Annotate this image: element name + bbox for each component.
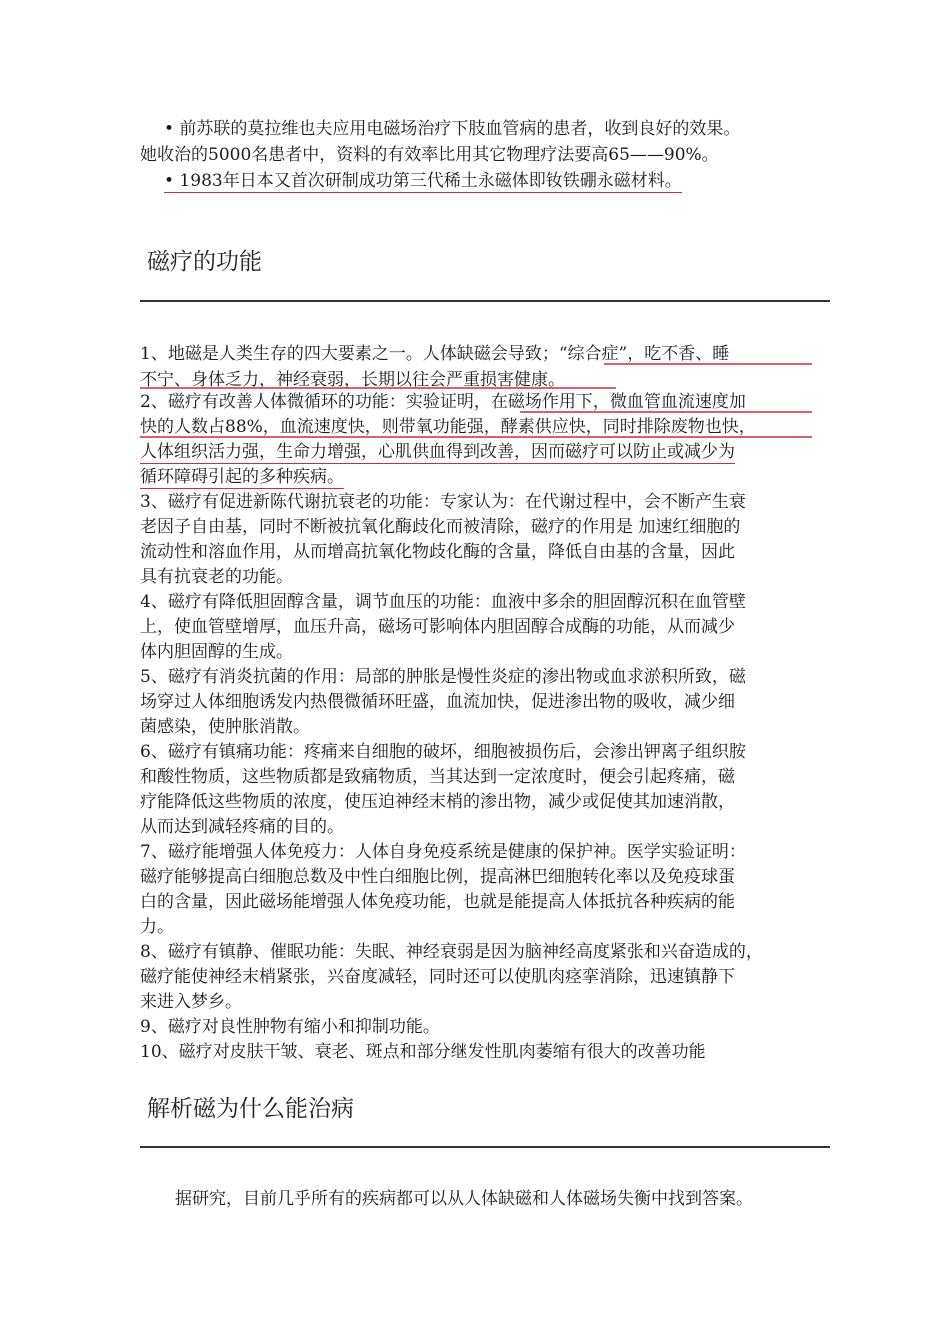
list-item-2-line-4: 循环障碍引起的多种疾病。: [140, 467, 344, 487]
section-heading-functions: 磁疗的功能: [147, 249, 262, 275]
section-2-paragraph: 据研究，目前几乎所有的疾病都可以从人体缺磁和人体磁场失衡中找到答案。: [175, 1189, 753, 1209]
list-item-6-line-4: 从而达到减轻疼痛的目的。: [140, 817, 344, 837]
list-item-8-line-2: 磁疗能使神经末梢紧张，兴奋度减轻，同时还可以使肌肉痉挛消除，迅速镇静下: [140, 967, 735, 987]
list-item-4-line-2: 上，使血管壁增厚，血压升高，磁场可影响体内胆固醇合成酶的功能，从而减少: [140, 617, 735, 637]
list-item-8-line-1: 8、磁疗有镇静、催眠功能：失眠、神经衰弱是因为脑神经高度紧张和兴奋造成的，: [140, 942, 763, 962]
list-item-1-line-1: 1、地磁是人类生存的四大要素之一。人体缺磁会导致；“综合症”，吃不香、睡: [140, 344, 730, 364]
list-item-3-line-1: 3、磁疗有促进新陈代谢抗衰老的功能：专家认为：在代谢过程中，会不断产生衰: [140, 492, 746, 512]
list-item-6-line-1: 6、磁疗有镇痛功能：疼痛来自细胞的破坏，细胞被损伤后，会渗出钾离子组织胺: [140, 742, 746, 762]
list-item-10-line-1: 10、磁疗对皮肤干皱、衰老、斑点和部分继发性肌肉萎缩有很大的改善功能: [140, 1042, 706, 1062]
section-heading-why-magnet-heals: 解析磁为什么能治病: [147, 1096, 354, 1122]
list-item-2-line-1: 2、磁疗有改善人体微循环的功能：实验证明，在磁场作用下，微血管血流速度加: [140, 392, 746, 412]
list-item-7-line-1: 7、磁疗能增强人体免疫力：人体自身免疫系统是健康的保护神。医学实验证明：: [140, 842, 746, 862]
list-item-4-line-1: 4、磁疗有降低胆固醇含量，调节血压的功能：血液中多余的胆固醇沉积在血管壁: [140, 592, 746, 612]
list-item-7-line-2: 磁疗能够提高白细胞总数及中性白细胞比例，提高淋巴细胞转化率以及免疫球蛋: [140, 867, 735, 887]
list-item-6-line-2: 和酸性物质，这些物质都是致痛物质，当其达到一定浓度时，便会引起疼痛，磁: [140, 767, 735, 787]
list-item-5-line-3: 菌感染，使肿胀消散。: [140, 717, 310, 737]
list-item-3-line-3: 流动性和溶血作用，从而增高抗氧化物歧化酶的含量，降低自由基的含量，因此: [140, 542, 735, 562]
list-item-6-line-3: 疗能降低这些物质的浓度，使压迫神经末梢的渗出物，减少或促使其加速消散，: [140, 792, 735, 812]
list-item-4-line-3: 体内胆固醇的生成。: [140, 642, 293, 662]
intro-bullet-1-line-1: • 前苏联的莫拉维也夫应用电磁场治疗下肢血管病的患者，收到良好的效果。: [164, 119, 741, 139]
list-item-3-line-2: 老因子自由基，同时不断被抗氧化酶歧化而被清除，磁疗的作用是 加速红细胞的: [140, 517, 741, 537]
intro-bullet-2-text: • 1983年日本又首次研制成功第三代稀土永磁体即钕铁硼永磁材料。: [164, 171, 682, 191]
list-item-2-line-3: 人体组织活力强，生命力增强，心肌供血得到改善，因而磁疗可以防止或减少为: [140, 442, 735, 462]
list-item-2-line-2: 快的人数占88%，血流速度快，则带氧功能强，酵素供应快，同时排除废物也快，: [140, 417, 756, 437]
list-item-7-line-4: 力。: [140, 917, 174, 937]
list-item-3-line-4: 具有抗衰老的功能。: [140, 567, 293, 587]
list-item-5-line-2: 场穿过人体细胞诱发内热偎微循环旺盛，血流加快，促进渗出物的吸收，减少细: [140, 692, 735, 712]
list-item-7-line-3: 白的含量，因此磁场能增强人体免疫功能，也就是能提高人体抵抗各种疾病的能: [140, 892, 735, 912]
list-item-8-line-3: 来进入梦乡。: [140, 992, 242, 1012]
intro-bullet-1-line-2: 她收治的5000名患者中，资料的有效率比用其它物理疗法要高65——90%。: [140, 145, 719, 165]
list-item-5-line-1: 5、磁疗有消炎抗菌的作用：局部的肿胀是慢性炎症的渗出物或血求淤积所致，磁: [140, 667, 746, 687]
list-item-9-line-1: 9、磁疗对良性肿物有缩小和抑制功能。: [140, 1017, 440, 1037]
list-item-1-line-2: 不宁、身体乏力，神经衰弱，长期以往会严重损害健康。: [140, 370, 565, 390]
